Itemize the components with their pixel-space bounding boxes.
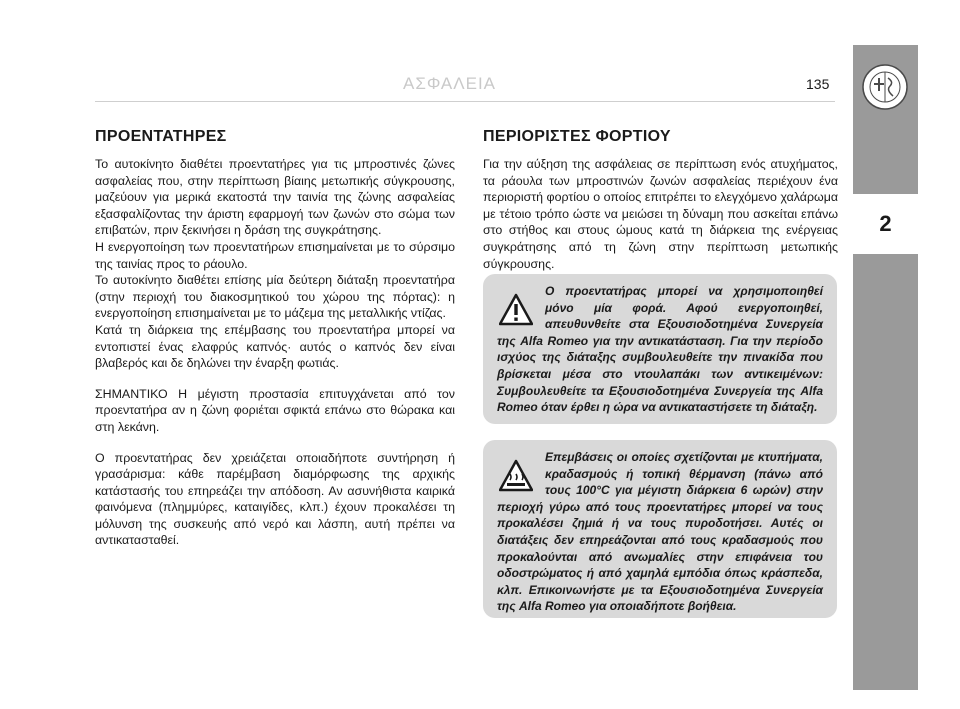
warning-triangle-icon [499, 293, 533, 327]
warning-note [483, 274, 837, 424]
side-strip [853, 45, 918, 690]
alfa-romeo-logo-icon [862, 64, 908, 110]
paragraph: Για την αύξηση της ασφάλειας σε περίπτωση ενός ατυχήματος, τα ράουλα των μπροστινών ζωνών ασφαλείας περιέχουν ένα περιοριστή φορτίου ο οποίος επιτρέπει το ελεγχόμενο χαλάρωμα με τέτοιο τρόπο ώστε να μειώσει τη δύναμη που ασκείται επάνω στο στήθος και στους ώμους κατά τη διάρκεια της ενέργειας συγκράτησης από τη ζώνη στην περίπτωση μετωπικής σύγκρουσης. [483, 157, 838, 271]
header-rule [95, 101, 835, 102]
left-column [95, 128, 455, 549]
paragraph: Ο προεντατήρας δεν χρειάζεται οποιαδήποτε συντήρηση ή γρασάρισμα: κάθε παρέμβαση διαμόρφωσης της αρχικής κατάστασής του επηρεάζει την απόδοση. Αν ασυνήθιστα καιρικά φαινόμενα (πλημμύρες, καταιγίδες, κλπ.) έχουν προκαλέσει τη μόλυνση της συσκευής από νερό και λάσπη, αυτή πρέπει να αντικατασταθεί. [95, 450, 455, 548]
right-column [483, 128, 838, 272]
hot-surface-note-text: Επεμβάσεις οι οποίες σχετίζονται με κτυπήματα, κραδασμούς ή τοπική θέρμανση (πάνω από τους 100°C για μέγιστη διάρκεια 6 ωρών) στην περιοχή γύρω από τους προεντατήρες μπορεί να τους προκαλέσει ζημιά ή να τους πυροδοτήσει. Αυτές οι διατάξεις δεν επηρεάζονται από τους κραδασμούς που προκαλούνται από ανωμαλίες στην επιφάνεια του οδοστρώματος ή από χαμηλά εμπόδια όπως κράσπεδα, κλπ. Επικοινωνήστε με τα Εξουσιοδοτημένα Συνεργεία της Alfa Romeo για οποιαδήποτε βοήθεια. [497, 450, 823, 614]
header-title: ΑΣΦΑΛΕΙΑ [403, 74, 497, 93]
hot-surface-note [483, 440, 837, 618]
paragraph: Το αυτοκίνητο διαθέτει προεντατήρες για τις μπροστινές ζώνες ασφαλείας που, στην περίπτωση βίαιης μετωπικής σύγκρουσης, μαζεύουν για μερικά εκατοστά την ταινία της ζώνης ασφαλείας εξασφαλίζοντας την άριστη εφαρμογή των ζωνών στο σώμα των επιβατών, πριν ξεκινήσει η δράση της συγκράτησης. [95, 157, 455, 238]
paragraph: Το αυτοκίνητο διαθέτει επίσης μία δεύτερη διάταξη προεντατήρα (στην περιοχή του διακοσμητικού του χώρου της πόρτας): η ενεργοποίηση επισημαίνεται με το μάζεμα της μεταλλικής ντίζας. [95, 273, 455, 321]
section-heading-load-limiters: ΠΕΡΙΟΡΙΣΤΕΣ ΦΟΡΤΙΟΥ [483, 128, 671, 145]
spacer [95, 372, 455, 386]
section-heading-pretensioners: ΠΡΟΕΝΤΑΤΗΡΕΣ [95, 128, 227, 145]
hot-surface-warning-icon [499, 459, 533, 493]
paragraph: Κατά τη διάρκεια της επέμβασης του προεντατήρα μπορεί να εντοπιστεί ένας ελαφρύς καπνός· αυτός ο καπνός δεν είναι βλαβερός και δε δηλώνει την έναρξη φωτιάς. [95, 322, 455, 371]
paragraph: Η ενεργοποίηση των προεντατήρων επισημαίνεται με το σύρσιμο της ταινίας προς το ράουλο. [95, 239, 455, 271]
paragraph-important: ΣΗΜΑΝΤΙΚΟ Η μέγιστη προστασία επιτυγχάνεται από τον προεντατήρα αν η ζώνη φοριέται σφικτά επάνω στο θώρακα και στη λεκάνη. [95, 386, 455, 434]
chapter-tab[interactable]: 2 [853, 194, 918, 254]
warning-note-text: Ο προεντατήρας μπορεί να χρησιμοποιηθεί μόνο μία φορά. Αφού ενεργοποιηθεί, απευθυνθείτε στα Εξουσιοδοτημένα Συνεργεία της Alfa Romeo για την αντικατάσταση. Για την περίοδο ισχύος της διάταξης συμβουλευθείτε την πινακίδα που βρίσκεται μέσα στο ντουλαπάκι των αντικειμένων: Συμβουλευθείτε τα Εξουσιοδοτημένα Συνεργεία της Alfa Romeo όταν έρθει η ώρα να αντικαταστήσετε τη διάταξη. [497, 284, 823, 415]
spacer [95, 436, 455, 450]
page-number: 135 [806, 76, 830, 92]
